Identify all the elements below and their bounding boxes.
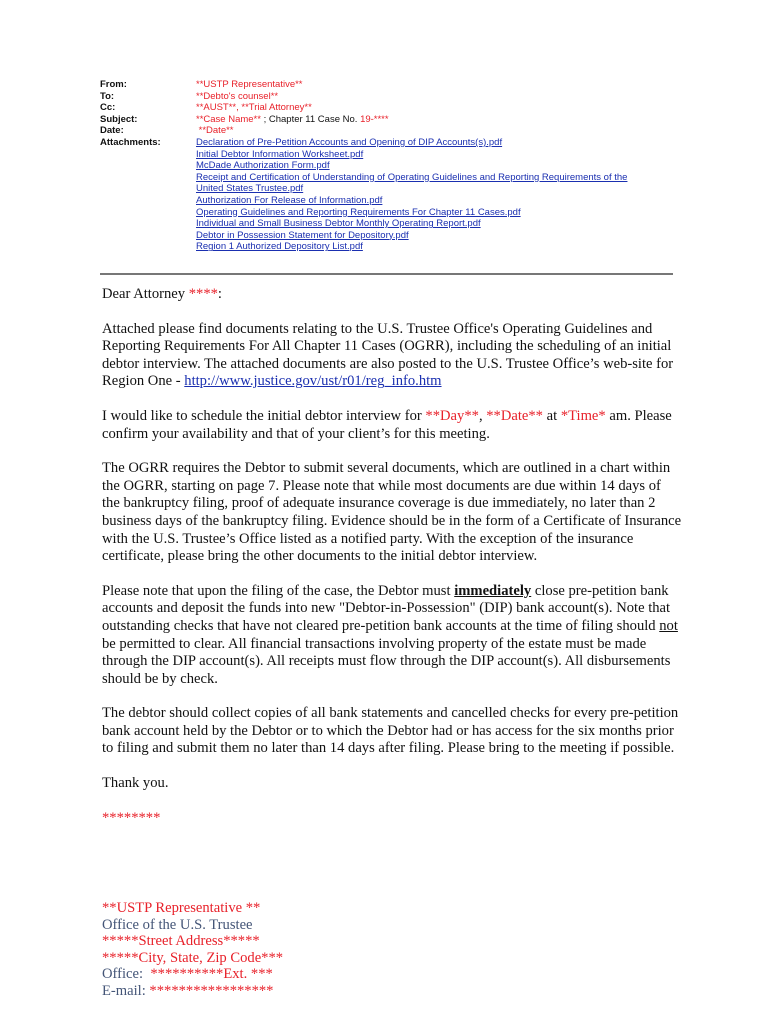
from-value: **USTP Representative** — [196, 79, 303, 90]
salutation-text: Dear Attorney — [102, 286, 189, 302]
paragraph-2-text: I would like to schedule the initial debtor interview for — [102, 407, 426, 424]
comma-text: , — [478, 407, 487, 424]
attachments-label: Attachments: — [100, 136, 161, 148]
paragraph-1-text: Attached please find documents relating to the U.S. Trustee Office's Operating Guidelines and Reporting Requirements For All Chapter 11 Cases (OGRR), including the scheduling of an initial debtor interview. The attached documents are also posted to the U.S. Trustee Office’s web-site for Region One - — [102, 320, 674, 390]
subject-value — [196, 114, 389, 126]
ext-label: Ext. — [223, 966, 251, 983]
salutation-placeholder: **** — [188, 286, 218, 302]
attachment-link[interactable]: Declaration of Pre-Petition Accounts and Opening of DIP Accounts(s).pdf — [196, 136, 503, 148]
office-number: ********** — [150, 966, 224, 983]
signature-phone — [102, 966, 283, 983]
at-text: at — [542, 407, 561, 424]
signature-street: *****Street Address***** — [102, 933, 260, 950]
attachment-link[interactable]: McDade Authorization Form.pdf — [196, 160, 330, 172]
attachments-list — [196, 137, 656, 253]
stars-line: ******** — [102, 809, 161, 826]
signature-office: Office of the U.S. Trustee — [102, 916, 253, 933]
salutation-colon: : — [217, 286, 222, 302]
attachment-link[interactable]: Authorization For Release of Information.pdf — [196, 194, 383, 206]
subject-case-number: 19-**** — [360, 113, 389, 125]
to-row — [100, 91, 656, 103]
thank-you: Thank you. — [102, 775, 169, 792]
paragraph-3: The OGRR requires the Debtor to submit several documents, which are outlined in a chart within the OGRR, starting on page 7. Please note that while most documents are due within 14 days of the bankruptcy filing, proof of adequate insurance coverage is due immediately, no later than 2 business days of the bankruptcy filing. Evidence should be in the form of a Certificate of Insurance with the U.S. Trustee’s Office listed as a notified party. With the exception of the insurance certificate, please bring the other documents to the initial debtor interview. — [102, 460, 682, 565]
attachments-row — [100, 137, 656, 253]
cc-value: **AUST**, **Trial Attorney** — [196, 102, 312, 114]
paragraph-4-text: Please note that upon the filing of the case, the Debtor must — [102, 582, 455, 599]
paragraph-5: The debtor should collect copies of all bank statements and cancelled checks for every pre-petition bank account held by the Debtor or to which the Debtor had or has access for the six months prior to filing and submit them no later than 14 days after filing. Please bring to the meeting if possible. — [102, 705, 679, 757]
immediately-emphasis: immediately — [454, 582, 532, 599]
email-value: ***************** — [149, 982, 274, 999]
cc-row — [100, 102, 656, 114]
region-one-link[interactable]: http://www.justice.gov/ust/r01/reg_info.htm — [184, 373, 442, 390]
attachment-link[interactable]: Initial Debtor Information Worksheet.pdf — [196, 148, 364, 160]
attachment-link[interactable]: Operating Guidelines and Reporting Requirements For Chapter 11 Cases.pdf — [196, 206, 521, 218]
subject-row — [100, 114, 656, 126]
office-label: Office: — [102, 966, 151, 983]
signature-block — [102, 900, 283, 1000]
day-placeholder: **Day** — [425, 407, 479, 424]
paragraph-2 — [102, 408, 682, 443]
attachment-link[interactable]: Region 1 Authorized Depository List.pdf — [196, 241, 363, 253]
date-placeholder: **Date** — [486, 407, 543, 424]
time-placeholder: *Time* — [560, 407, 606, 424]
email-label: E-mail: — [102, 982, 150, 999]
paragraph-4-end: be permitted to clear. All financial transactions involving property of the estate must be made through the DIP account(s). All receipts must flow through the DIP account(s). All disbursements should be by check. — [102, 635, 671, 687]
date-row — [100, 125, 656, 137]
from-row — [100, 79, 656, 91]
attachment-link[interactable]: Individual and Small Business Debtor Monthly Operating Report.pdf — [196, 218, 481, 230]
subject-case-name: **Case Name** — [196, 113, 261, 125]
signature-name: **USTP Representative ** — [102, 900, 261, 916]
header-divider — [100, 273, 673, 275]
attachment-link[interactable]: Debtor in Possession Statement for Depository.pdf — [196, 229, 409, 241]
cc-label: Cc: — [100, 102, 116, 114]
subject-mid-text: ; Chapter 11 Case No. — [260, 113, 361, 125]
paragraph-2-end: am. Please confirm your availability and that of your client’s for this meeting. — [102, 407, 672, 442]
from-label: From: — [100, 79, 127, 90]
salutation — [102, 286, 682, 304]
subject-label: Subject: — [100, 113, 138, 125]
paragraph-4 — [102, 583, 682, 689]
letter-body — [102, 286, 682, 844]
paragraph-4-middle: close pre-petition bank accounts and deposit the funds into new "Debtor-in-Possession" (DIP) bank account(s). Note that outstanding checks that have not cleared pre-petition bank accounts at the time of filing should — [102, 582, 671, 634]
signature-email — [102, 983, 283, 1000]
to-label: To: — [100, 90, 115, 102]
email-header — [100, 79, 656, 253]
attachment-link[interactable]: Receipt and Certification of Understanding of Operating Guidelines and Reporting Requirements of the United States Trustee.pdf — [196, 171, 628, 195]
date-value: **Date** — [196, 125, 234, 137]
to-value: **Debto's counsel** — [196, 90, 279, 102]
date-label: Date: — [100, 125, 124, 137]
ext-number: *** — [250, 966, 273, 983]
signature-city: *****City, State, Zip Code*** — [102, 949, 284, 966]
not-emphasis: not — [659, 617, 678, 634]
paragraph-1 — [102, 321, 682, 391]
